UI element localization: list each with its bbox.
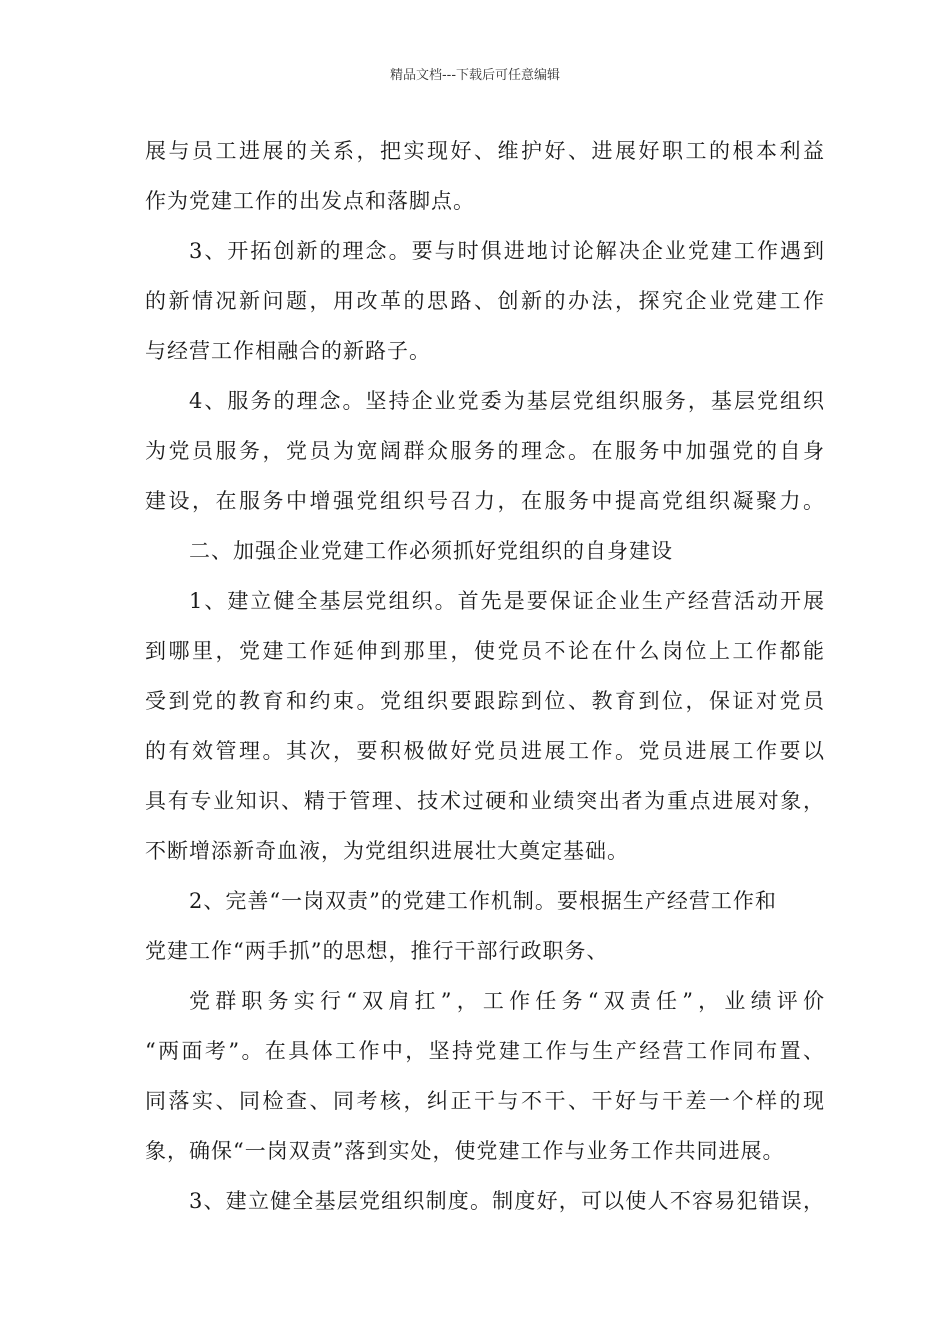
text-line: 3、建立健全基层党组织制度。制度好，可以使人不容易犯错误， [189, 1189, 825, 1213]
text-line: 4、服务的理念。坚持企业党委为基层党组织服务，基层党组织 [189, 389, 825, 413]
text-line: 为党员服务，党员为宽阔群众服务的理念。在服务中加强党的自身 [145, 439, 825, 463]
text-line: 同落实、同检查、同考核，纠正干与不干、干好与干差一个样的现 [145, 1089, 825, 1113]
text-line: 建设，在服务中增强党组织号召力，在服务中提高党组织凝聚力。 [145, 489, 825, 513]
text-line: 象，确保“一岗双责”落到实处，使党建工作与业务工作共同进展。 [145, 1139, 785, 1163]
text-line: 的新情况新问题，用改革的思路、创新的办法，探究企业党建工作 [145, 289, 825, 313]
text-line: 作为党建工作的出发点和落脚点。 [145, 189, 475, 213]
text-line: 受到党的教育和约束。党组织要跟踪到位、教育到位，保证对党员 [145, 689, 825, 713]
text-line: 党建工作“两手抓”的思想，推行干部行政职务、 [145, 939, 609, 963]
text-line: 3、开拓创新的理念。要与时俱进地讨论解决企业党建工作遇到 [189, 239, 825, 263]
text-line: 不断增添新奇血液，为党组织进展壮大奠定基础。 [145, 839, 629, 863]
text-line: 2、完善“一岗双责”的党建工作机制。要根据生产经营工作和 [189, 889, 777, 913]
text-line: 展与员工进展的关系，把实现好、维护好、进展好职工的根本利益 [145, 139, 825, 163]
text-line: 具有专业知识、精于管理、技术过硬和业绩突出者为重点进展对象， [145, 789, 825, 813]
section-heading: 二、加强企业党建工作必须抓好党组织的自身建设 [189, 539, 673, 563]
text-line: “两面考”。在具体工作中，坚持党建工作与生产经营工作同布置、 [145, 1039, 825, 1063]
text-line: 与经营工作相融合的新路子。 [145, 339, 431, 363]
text-line: 到哪里，党建工作延伸到那里，使党员不论在什么岗位上工作都能 [145, 639, 825, 663]
text-line: 党群职务实行“双肩扛”，工作任务“双责任”，业绩评价 [189, 989, 825, 1013]
text-line: 1、建立健全基层党组织。首先是要保证企业生产经营活动开展 [189, 589, 825, 613]
text-line: 的有效管理。其次，要积极做好党员进展工作。党员进展工作要以 [145, 739, 825, 763]
page-header: 精品文档---下载后可任意编辑 [389, 68, 561, 83]
